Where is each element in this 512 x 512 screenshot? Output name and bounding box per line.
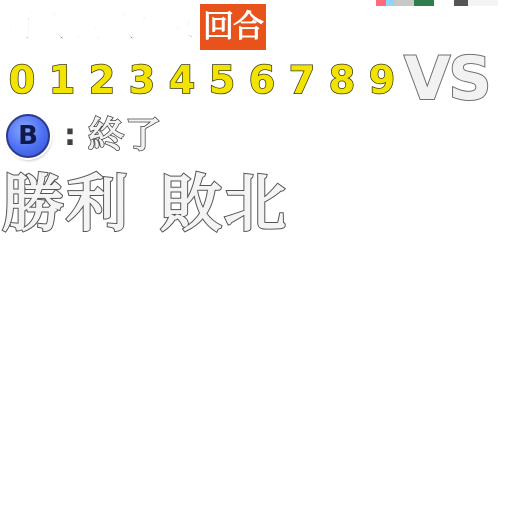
b-button-letter: B — [18, 121, 38, 151]
match-end-label: 對戰結束 — [74, 9, 194, 45]
digit-3: 3 — [128, 58, 156, 102]
digit-4: 4 — [168, 58, 196, 102]
swatch-light — [468, 0, 498, 6]
digit-9: 9 — [368, 58, 396, 102]
digit-2: 2 — [88, 58, 116, 102]
digit-1: 1 — [48, 58, 76, 102]
swatch-dark — [454, 0, 468, 6]
digit-6: 6 — [248, 58, 276, 102]
digit-glyph-row — [2, 54, 402, 106]
digit-7: 7 — [288, 58, 316, 102]
end-prompt-text: 終了 — [88, 115, 163, 156]
swatch-cyan — [386, 0, 394, 6]
lose-label: 敗北 — [160, 167, 289, 240]
color-swatch-strip — [376, 0, 498, 6]
vs-label: VS — [404, 44, 490, 114]
result-row — [2, 164, 288, 244]
end-prompt-separator: : — [64, 118, 76, 153]
swatch-white — [434, 0, 454, 6]
round-label: 回合 — [200, 4, 266, 50]
digit-0: 0 — [8, 58, 36, 102]
b-button-icon — [6, 114, 50, 158]
end-prompt — [6, 112, 162, 160]
digit-5: 5 — [208, 58, 236, 102]
label-row — [4, 4, 266, 50]
swatch-pink — [376, 0, 386, 6]
win-label: 勝利 — [2, 167, 131, 240]
swatch-green — [414, 0, 434, 6]
digit-8: 8 — [328, 58, 356, 102]
rematch-label: 再戰 — [4, 9, 64, 45]
swatch-gray — [394, 0, 414, 6]
